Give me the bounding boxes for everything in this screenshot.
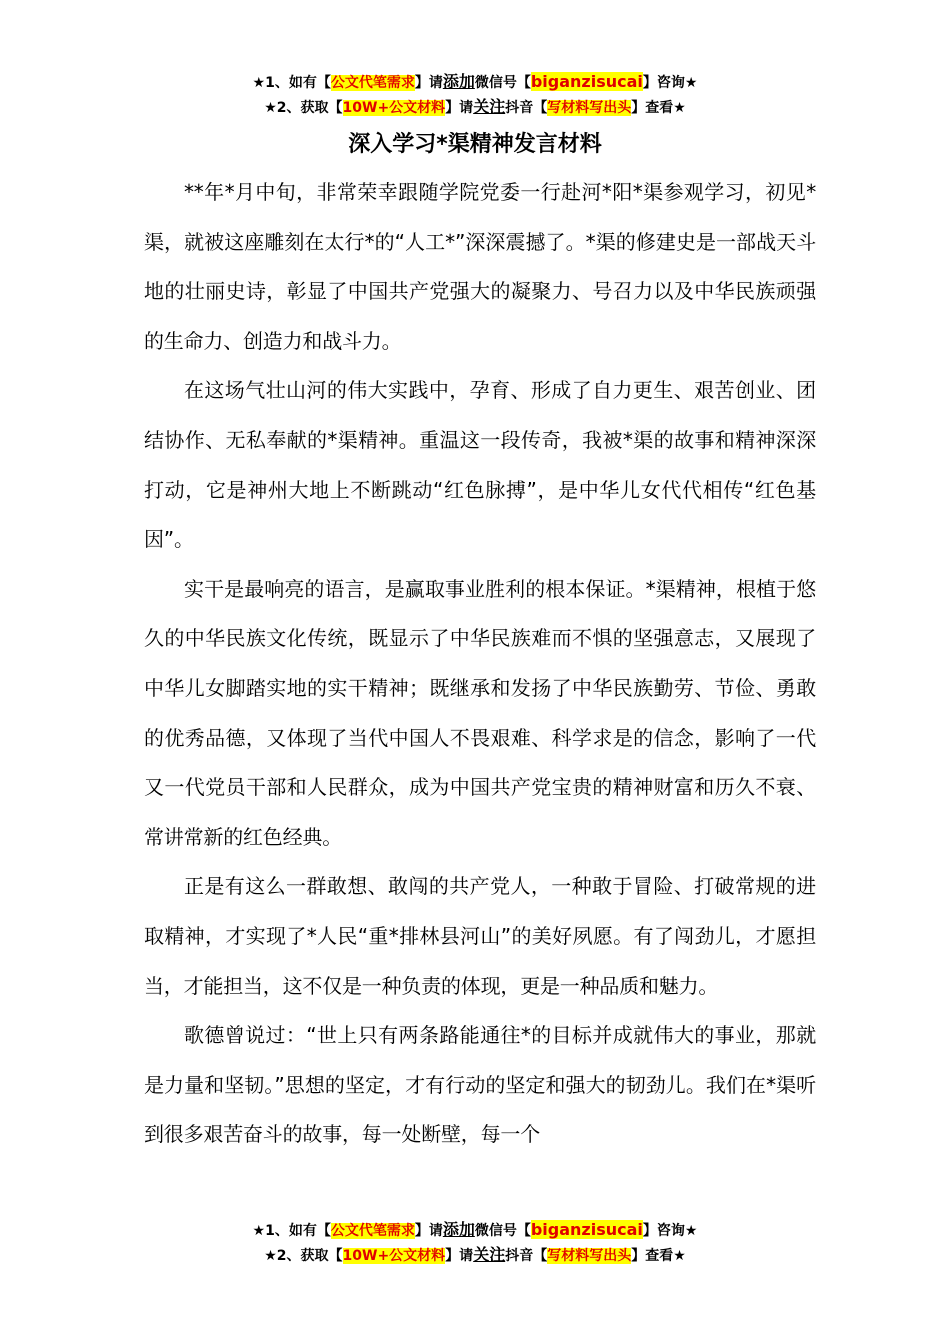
header-line-1 <box>0 70 950 95</box>
highlight-douyin: 写材料写出头 <box>547 1248 632 1264</box>
paragraph: 正是有这么一群敢想、敢闯的共产党人，一种敢于冒险、打破常规的进取精神，才实现了*人民“重*排林县河山”的美好夙愿。有了闯劲儿，才愿担当，才能担当，这不仅是一种负责的体现，更是一种品质和魅力。 <box>144 874 816 998</box>
star-icon: ★ <box>673 1248 686 1264</box>
header-banner <box>0 70 950 120</box>
star-icon: ★ <box>684 75 698 91</box>
star-icon: ★ <box>673 100 686 116</box>
footer-text: 微信号【 <box>474 1223 531 1239</box>
highlight-ghostwriting: 公文代笔需求 <box>330 75 415 91</box>
underlined-follow: 关注 <box>473 1245 506 1264</box>
header-text: 微信号【 <box>474 75 531 91</box>
underlined-add: 添加 <box>442 1220 475 1239</box>
header-text: 】咨询 <box>642 75 685 91</box>
footer-text: 】咨询 <box>642 1223 685 1239</box>
header-text: 】请 <box>445 100 474 116</box>
footer-text: 抖音【 <box>505 1248 548 1264</box>
header-text: 抖音【 <box>505 100 548 116</box>
header-line-2 <box>0 95 950 120</box>
paragraph: 在这场气壮山河的伟大实践中，孕育、形成了自力更生、艰苦创业、团结协作、无私奉献的*渠精神。重温这一段传奇，我被*渠的故事和精神深深打动，它是神州大地上不断跳动“红色脉搏”，是中华儿女代代相传“红色基因”。 <box>144 378 816 552</box>
highlight-wechat-id: biganzisucai <box>530 1220 643 1239</box>
footer-line-2 <box>0 1243 950 1268</box>
star-icon: ★ <box>252 1223 266 1239</box>
footer-line-1 <box>0 1218 950 1243</box>
paragraph: 实干是最响亮的语言，是赢取事业胜利的根本保证。*渠精神，根植于悠久的中华民族文化传统，既显示了中华民族难而不惧的坚强意志，又展现了中华儿女脚踏实地的实干精神；既继承和发扬了中华民族勤劳、节俭、勇敢的优秀品德，又体现了当代中国人不畏艰难、科学求是的信念，影响了一代又一代党员干部和人民群众，成为中国共产党宝贵的精神财富和历久不衰、常讲常新的红色经典。 <box>144 576 816 849</box>
paragraph: 歌德曾说过：“世上只有两条路能通往*的目标并成就伟大的事业，那就是力量和坚韧。”思想的坚定，才有行动的坚定和强大的韧劲儿。我们在*渠听到很多艰苦奋斗的故事，每一处断壁，每一个 <box>144 1023 816 1147</box>
star-icon: ★ <box>684 1223 698 1239</box>
header-text: 】请 <box>414 75 443 91</box>
star-icon: ★ <box>264 100 277 116</box>
paragraph: **年*月中旬，非常荣幸跟随学院党委一行赴河*阳*渠参观学习，初见*渠，就被这座雕刻在太行*的“人工*”深深震撼了。*渠的修建史是一部战天斗地的壮丽史诗，彰显了中国共产党强大的凝聚力、号召力以及中华民族顽强的生命力、创造力和战斗力。 <box>144 180 816 353</box>
highlight-ghostwriting: 公文代笔需求 <box>330 1223 415 1239</box>
header-text: 2、获取【 <box>276 100 343 116</box>
document-title: 深入学习*渠精神发言材料 <box>348 132 602 157</box>
footer-text: 】查看 <box>631 1248 674 1264</box>
footer-text: 】请 <box>414 1223 443 1239</box>
highlight-materials: 10W+公文材料 <box>342 100 446 116</box>
header-text: 】查看 <box>631 100 674 116</box>
header-text: 1、如有【 <box>265 75 331 91</box>
highlight-wechat-id: biganzisucai <box>530 72 643 91</box>
underlined-follow: 关注 <box>473 97 506 116</box>
footer-banner <box>0 1218 950 1268</box>
footer-text: 2、获取【 <box>276 1248 343 1264</box>
footer-text: 】请 <box>445 1248 474 1264</box>
highlight-douyin: 写材料写出头 <box>547 100 632 116</box>
highlight-materials: 10W+公文材料 <box>342 1248 446 1264</box>
footer-text: 1、如有【 <box>265 1223 331 1239</box>
star-icon: ★ <box>264 1248 277 1264</box>
document-body <box>144 168 816 1160</box>
star-icon: ★ <box>252 75 266 91</box>
underlined-add: 添加 <box>442 72 475 91</box>
